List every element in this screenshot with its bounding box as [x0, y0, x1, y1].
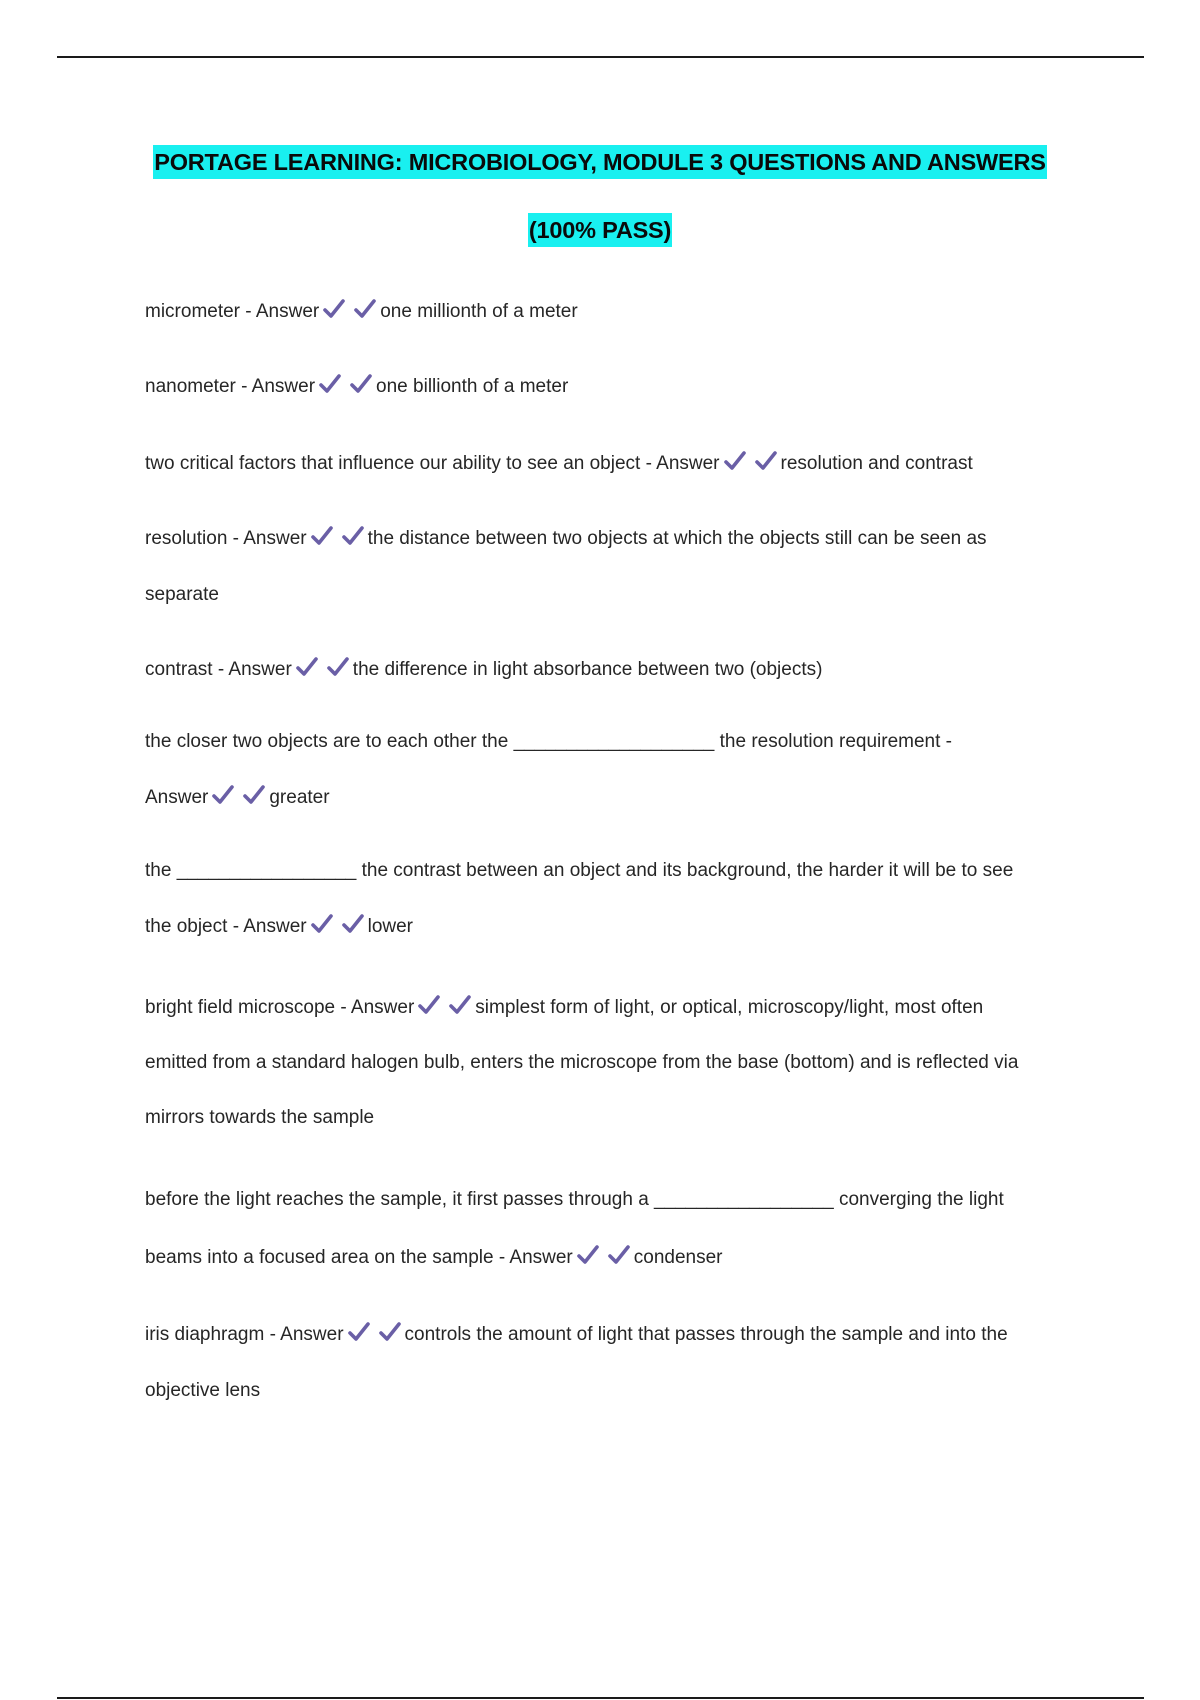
checkmark-icon — [754, 449, 778, 473]
question-text: two critical factors that influence our ability to see an object — [145, 453, 641, 474]
qa-entry — [145, 714, 1095, 826]
qa-entry — [145, 284, 1095, 340]
answer-marker: - Answer — [217, 659, 292, 680]
answer-text: one billionth of a meter — [376, 376, 569, 397]
answer-text: one millionth of a meter — [380, 301, 578, 322]
answer-marker: - Answer — [645, 453, 720, 474]
checkmark-icon — [341, 912, 365, 936]
qa-entry — [145, 359, 1095, 415]
title-line-2: (100% PASS) — [528, 213, 672, 247]
answer-marker: - Answer — [498, 1247, 573, 1268]
checkmark-icon — [378, 1320, 402, 1344]
question-continuation: beams into a focused area on the sample — [145, 1247, 494, 1268]
answer-text: simplest form of light, or optical, microscopy/light, most often — [475, 997, 984, 1018]
question-text: before the light reaches the sample, it first passes through a _________________ converging the light — [145, 1189, 1004, 1210]
checkmark-icon — [347, 1320, 371, 1344]
question-text: micrometer — [145, 301, 241, 322]
answer-marker: - Answer — [232, 916, 307, 937]
qa-entry — [145, 642, 1095, 698]
answer-marker: - Answer — [340, 997, 415, 1018]
question-continuation: Answer — [145, 787, 209, 808]
checkmark-icon — [322, 297, 346, 321]
qa-entry — [145, 1307, 1095, 1419]
qa-entry — [145, 436, 1095, 492]
answer-continuation: objective lens — [145, 1380, 261, 1401]
checkmark-icon — [242, 783, 266, 807]
qa-entry — [145, 980, 1095, 1145]
checkmark-icon — [349, 372, 373, 396]
answer-continuation: separate — [145, 584, 219, 605]
answer-text: greater — [269, 787, 330, 808]
answer-text: the distance between two objects at which the objects still can be seen as — [367, 528, 987, 549]
question-text: nanometer — [145, 376, 236, 397]
checkmark-icon — [607, 1243, 631, 1267]
answer-marker: - Answer — [241, 376, 316, 397]
qa-entry — [145, 511, 1095, 623]
checkmark-icon — [310, 912, 334, 936]
checkmark-icon — [295, 655, 319, 679]
question-text: bright field microscope — [145, 997, 336, 1018]
qa-entry — [145, 1171, 1095, 1287]
checkmark-icon — [310, 524, 334, 548]
answer-marker: - Answer — [245, 301, 320, 322]
question-text: the _________________ the contrast between an object and its background, the harder it will be to see — [145, 860, 1014, 881]
question-text: resolution — [145, 528, 228, 549]
question-continuation: the object — [145, 916, 228, 937]
checkmark-icon — [576, 1243, 600, 1267]
footer-rule — [57, 1697, 1144, 1699]
checkmark-icon — [318, 372, 342, 396]
answer-text: controls the amount of light that passes through the sample and into the — [404, 1324, 1008, 1345]
answer-text: the difference in light absorbance between two (objects) — [352, 659, 823, 680]
checkmark-icon — [211, 783, 235, 807]
question-text: contrast — [145, 659, 213, 680]
checkmark-icon — [326, 655, 350, 679]
answer-text: lower — [367, 916, 414, 937]
answer-marker: - Answer — [269, 1324, 344, 1345]
header-rule — [57, 56, 1144, 58]
answer-text: resolution and contrast — [780, 453, 973, 474]
answer-text: condenser — [633, 1247, 723, 1268]
answer-marker: - Answer — [232, 528, 307, 549]
answer-continuation: mirrors towards the sample — [145, 1107, 375, 1128]
qa-entry — [145, 843, 1095, 955]
title-line-1: PORTAGE LEARNING: MICROBIOLOGY, MODULE 3 QUESTIONS AND ANSWERS — [153, 145, 1047, 179]
checkmark-icon — [353, 297, 377, 321]
checkmark-icon — [417, 993, 441, 1017]
question-text: the closer two objects are to each other the ___________________ the resolution requirement - — [145, 731, 952, 752]
checkmark-icon — [723, 449, 747, 473]
document-title — [0, 145, 1200, 247]
checkmark-icon — [448, 993, 472, 1017]
question-text: iris diaphragm — [145, 1324, 265, 1345]
checkmark-icon — [341, 524, 365, 548]
answer-continuation: emitted from a standard halogen bulb, enters the microscope from the base (bottom) and is reflected via — [145, 1052, 1019, 1073]
